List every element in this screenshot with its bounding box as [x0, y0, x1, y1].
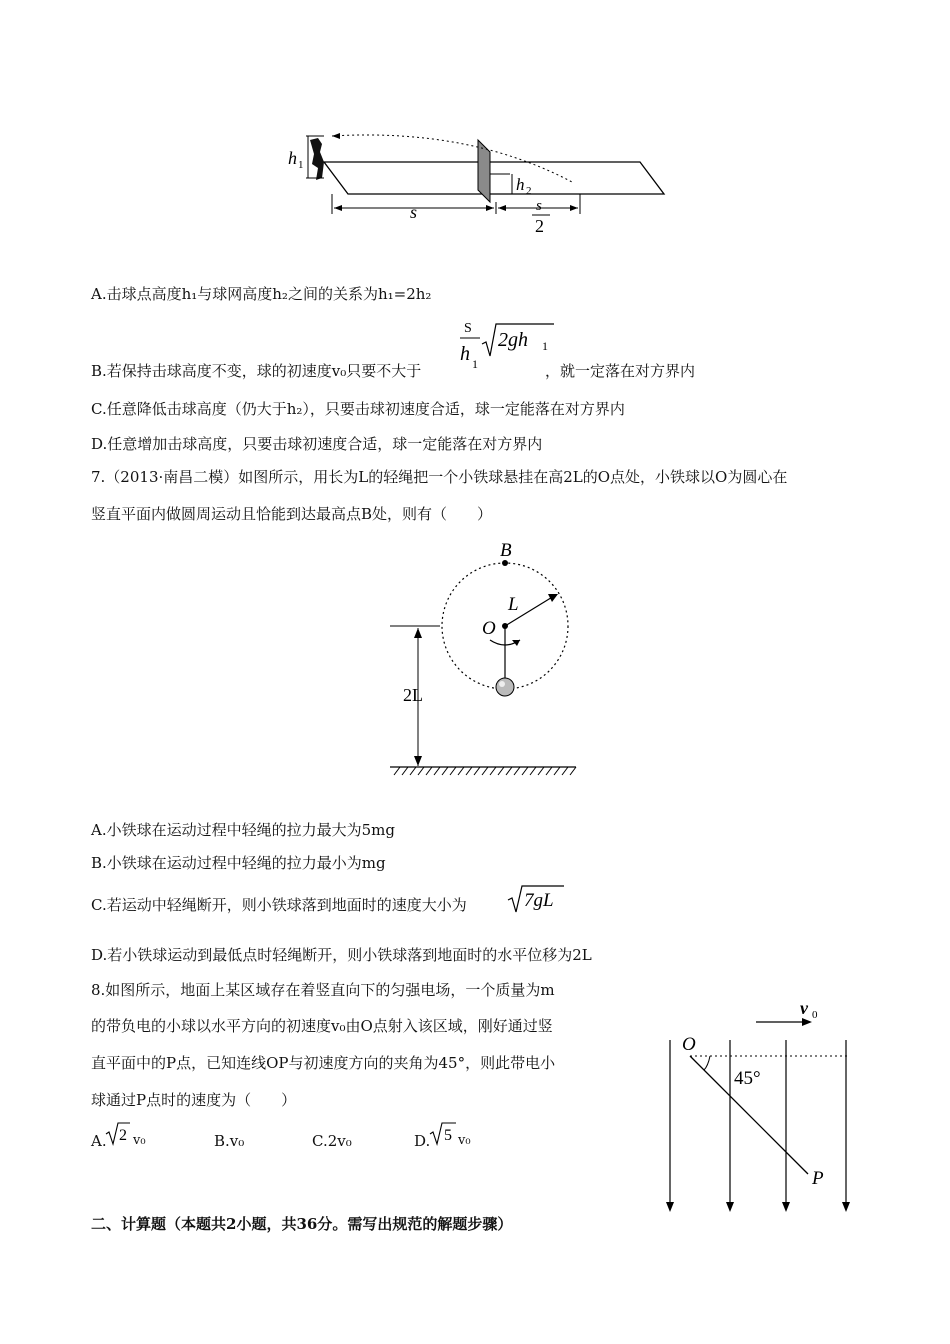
q8-stem-line2: 的带负电的小球以水平方向的初速度v₀由O点射入该区域，刚好通过竖 — [91, 1017, 553, 1035]
point-p-label: P — [812, 1168, 824, 1189]
q7-stem-line1: 7.（2013·南昌二模）如图所示，用长为L的轻绳把一个小铁球悬挂在高2L的O点处，小铁球以O为圆心在 — [91, 468, 788, 486]
q7-option-c-prefix: C.若运动中轻绳断开，则小铁球落到地面时的速度大小为 — [91, 896, 467, 914]
q8-option-d-suffix: v₀ — [458, 1133, 471, 1148]
sqrt2-radicand: 2 — [119, 1127, 127, 1144]
formula-rad: 2gh — [498, 329, 528, 351]
q7-option-b: B.小铁球在运动过程中轻绳的拉力最小为mg — [91, 854, 386, 872]
q7-option-d: D.若小铁球运动到最低点时轻绳断开，则小铁球落到地面时的水平位移为2L — [91, 946, 592, 964]
height-2l-label: 2L — [403, 685, 423, 705]
q8-stem-line1: 8.如图所示，地面上某区域存在着竖直向下的匀强电场，一个质量为m — [91, 981, 555, 999]
formula-s: S — [464, 321, 472, 336]
origin-o-label: O — [682, 1034, 696, 1055]
table-tennis-figure — [280, 128, 670, 240]
h1-sub: 1 — [298, 159, 304, 171]
q6-option-a: A.击球点高度h₁与球网高度h₂之间的关系为h₁=2h₂ — [91, 285, 432, 303]
q8-option-d-formula — [430, 1120, 458, 1148]
q8-stem-line4: 球通过P点时的速度为（ ） — [91, 1091, 297, 1109]
q7-option-c-formula — [508, 882, 568, 914]
length-l-label: L — [508, 594, 519, 615]
point-b-label: B — [500, 540, 512, 561]
v0-label: v — [800, 998, 808, 1018]
q6-option-b-prefix: B.若保持击球高度不变，球的初速度v₀只要不大于 — [91, 362, 422, 380]
pendulum-figure — [390, 536, 590, 776]
q7-stem-line2: 竖直平面内做圆周运动且恰能到达最高点B处，则有（ ） — [91, 505, 493, 523]
q8-option-a-formula — [106, 1120, 132, 1148]
q8-option-a-prefix: A. — [91, 1132, 107, 1150]
s-half-num: s — [536, 198, 542, 214]
q8-stem-line3: 直平面中的P点，已知连线OP与初速度方向的夹角为45°，则此带电小 — [91, 1054, 556, 1072]
q8-option-d-prefix: D. — [414, 1132, 431, 1150]
q8-option-c: C.2v₀ — [312, 1132, 352, 1150]
sqrt5-radicand: 5 — [444, 1127, 452, 1144]
section-2-title: 二、计算题（本题共2小题，共36分。需写出规范的解题步骤） — [91, 1215, 513, 1233]
formula-rad-sub: 1 — [542, 339, 548, 353]
q6-option-c: C.任意降低击球高度（仍大于h₂），只要击球初速度合适，球一定能落在对方界内 — [91, 400, 625, 418]
v0-sub: 0 — [812, 1009, 818, 1021]
angle-label: 45° — [734, 1068, 761, 1089]
q8-option-b: B.v₀ — [214, 1132, 245, 1150]
formula-h-sub: 1 — [472, 357, 478, 371]
q6-option-b-formula — [458, 318, 558, 378]
h2-label: h — [516, 175, 525, 194]
s-label: s — [410, 202, 418, 222]
q7-option-a: A.小铁球在运动过程中轻绳的拉力最大为5mg — [91, 821, 395, 839]
electric-field-figure — [660, 1000, 860, 1218]
q8-option-a-suffix: v₀ — [133, 1133, 146, 1148]
point-o-label: O — [482, 618, 496, 639]
h2-sub: 2 — [526, 185, 532, 197]
h1-label: h — [288, 148, 297, 168]
q6-option-d: D.任意增加击球高度，只要击球初速度合适，球一定能落在对方界内 — [91, 435, 543, 453]
formula-h: h — [460, 343, 470, 365]
formula-7gl: 7gL — [524, 890, 554, 911]
s-half-den: 2 — [535, 216, 544, 236]
q6-option-b-suffix: ，就一定落在对方界内 — [545, 362, 696, 380]
